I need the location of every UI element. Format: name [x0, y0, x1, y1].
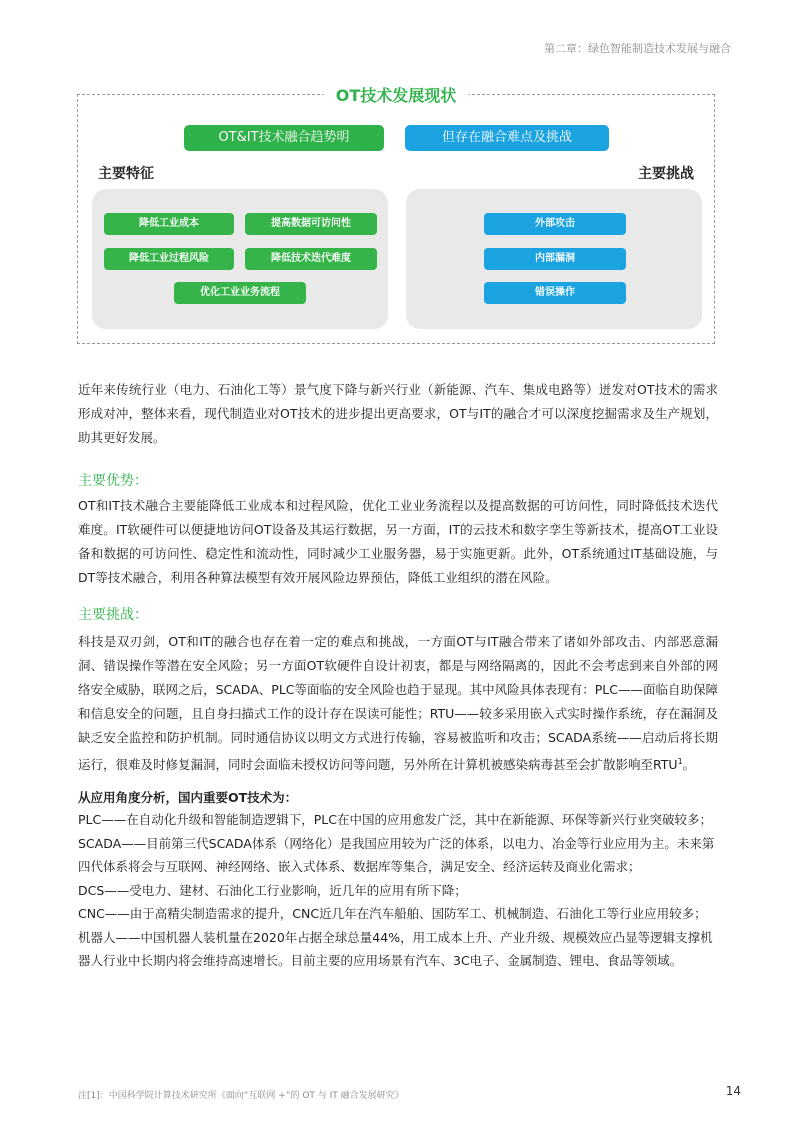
feature-chip: 提高数据可访问性 [245, 213, 377, 235]
challenges-text: 科技是双刃剑，OT和IT的融合也存在着一定的难点和挑战，一方面OT与IT融合带来了诸如外部攻击、内部恶意漏洞、错误操作等潜在安全风险；另一方面OT软硬件自设计初衷，都是与网络隔离的，因此不会考虑到来自外部的网络安全威胁，联网之后，SCADA、PLC等面临的安全风险也趋于显现。其中风险具体表现有：PLC——面临自助保障和信息安全的问题，且自身扫描式工作的设计存在误读可能性；RTU——较多采用嵌入式实时操作系统，存在漏洞及缺乏安全监控和防护机制。同时通信协议以明文方式进行传输，容易被监听和攻击；SCADA系统——启动后将长期运行，很难及时修复漏洞，同时会面临未授权访问等问题，另外所在计算机被感染病毒甚至会扩散影响至RTU [78, 634, 718, 773]
features-label: 主要特征 [98, 166, 154, 182]
advantages-paragraph: OT和IT技术融合主要能降低工业成本和过程风险，优化工业业务流程以及提高数据的可访问性，同时降低技术迭代难度。IT软硬件可以便捷地访问OT设备及其运行数据，另一方面，IT的云技术和数字孪生等新技术，提高OT工业设备和数据的可访问性、稳定性和流动性，同时减少工业服务器，易于实施更新。此外，OT系统通过IT基础设施，与DT等技术融合，利用各种算法模型有效开展风险边界预估，降低工业组织的潜在风险。 [78, 498, 718, 585]
page-number: 14 [725, 1084, 741, 1098]
challenges-heading: 主要挑战： [78, 607, 148, 623]
applications-list [78, 808, 718, 973]
ot-it-trend-pill: OT&IT技术融合趋势明 [184, 125, 384, 151]
challenges-panel [406, 189, 702, 329]
features-panel [92, 189, 388, 329]
chapter-header: 第二章：绿色智能制造技术发展与融合 [544, 42, 731, 55]
diagram-title: OT技术发展现状 [324, 83, 469, 106]
challenge-chip: 外部攻击 [484, 213, 626, 235]
list-item: PLC——在自动化升级和智能制造逻辑下，PLC在中国的应用愈发广泛，其中在新能源、环保等新兴行业突破较多； [78, 812, 712, 827]
challenges-paragraph [78, 630, 718, 777]
ot-status-diagram [77, 86, 715, 344]
list-item: DCS——受电力、建材、石油化工行业影响，近几年的应用有所下降； [78, 882, 467, 898]
applications-title: 从应用角度分析，国内重要OT技术为： [78, 790, 298, 805]
list-item: 机器人——中国机器人装机量在2020年占据全球总量44%，用工成本上升、产业升级、规模效应凸显等逻辑支撑机器人行业中长期内将会维持高速增长。目前主要的应用场景有汽车、3C电子、金属制造、锂电、食品等领域。 [78, 929, 713, 968]
list-item: SCADA——目前第三代SCADA体系（网络化）是我国应用较为广泛的体系，以电力、冶金等行业应用为主。未来第四代体系将会与互联网、神经网络、嵌入式体系、数据库等集合，满足安全、经济运转及商业化需求； [78, 835, 715, 874]
feature-chip: 降低工业成本 [104, 213, 234, 235]
footnote: 注[1]：中国科学院计算技术研究所《面向“互联网 +”的 OT 与 IT 融合发展研究》 [78, 1091, 404, 1101]
feature-chip: 降低技术迭代难度 [245, 248, 377, 270]
fusion-challenge-pill: 但存在融合难点及挑战 [405, 125, 609, 151]
challenges-end: 。 [682, 757, 696, 773]
feature-chip: 优化工业业务流程 [174, 282, 306, 304]
advantages-heading: 主要优势： [78, 473, 148, 489]
feature-chip: 降低工业过程风险 [104, 248, 234, 270]
challenge-chip: 错误操作 [484, 282, 626, 304]
intro-paragraph: 近年来传统行业（电力、石油化工等）景气度下降与新兴行业（新能源、汽车、集成电路等）迸发对OT技术的需求形成对冲，整体来看，现代制造业对OT技术的进步提出更高要求，OT与IT的融合才可以深度挖掘需求及生产规划，助其更好发展。 [78, 382, 718, 445]
challenges-label: 主要挑战 [638, 166, 694, 182]
footnote-ref: 1 [677, 757, 683, 766]
list-item: CNC——由于高精尖制造需求的提升，CNC近几年在汽车船舶、国防军工、机械制造、石油化工等行业应用较多； [78, 906, 707, 921]
challenge-chip: 内部漏洞 [484, 248, 626, 270]
